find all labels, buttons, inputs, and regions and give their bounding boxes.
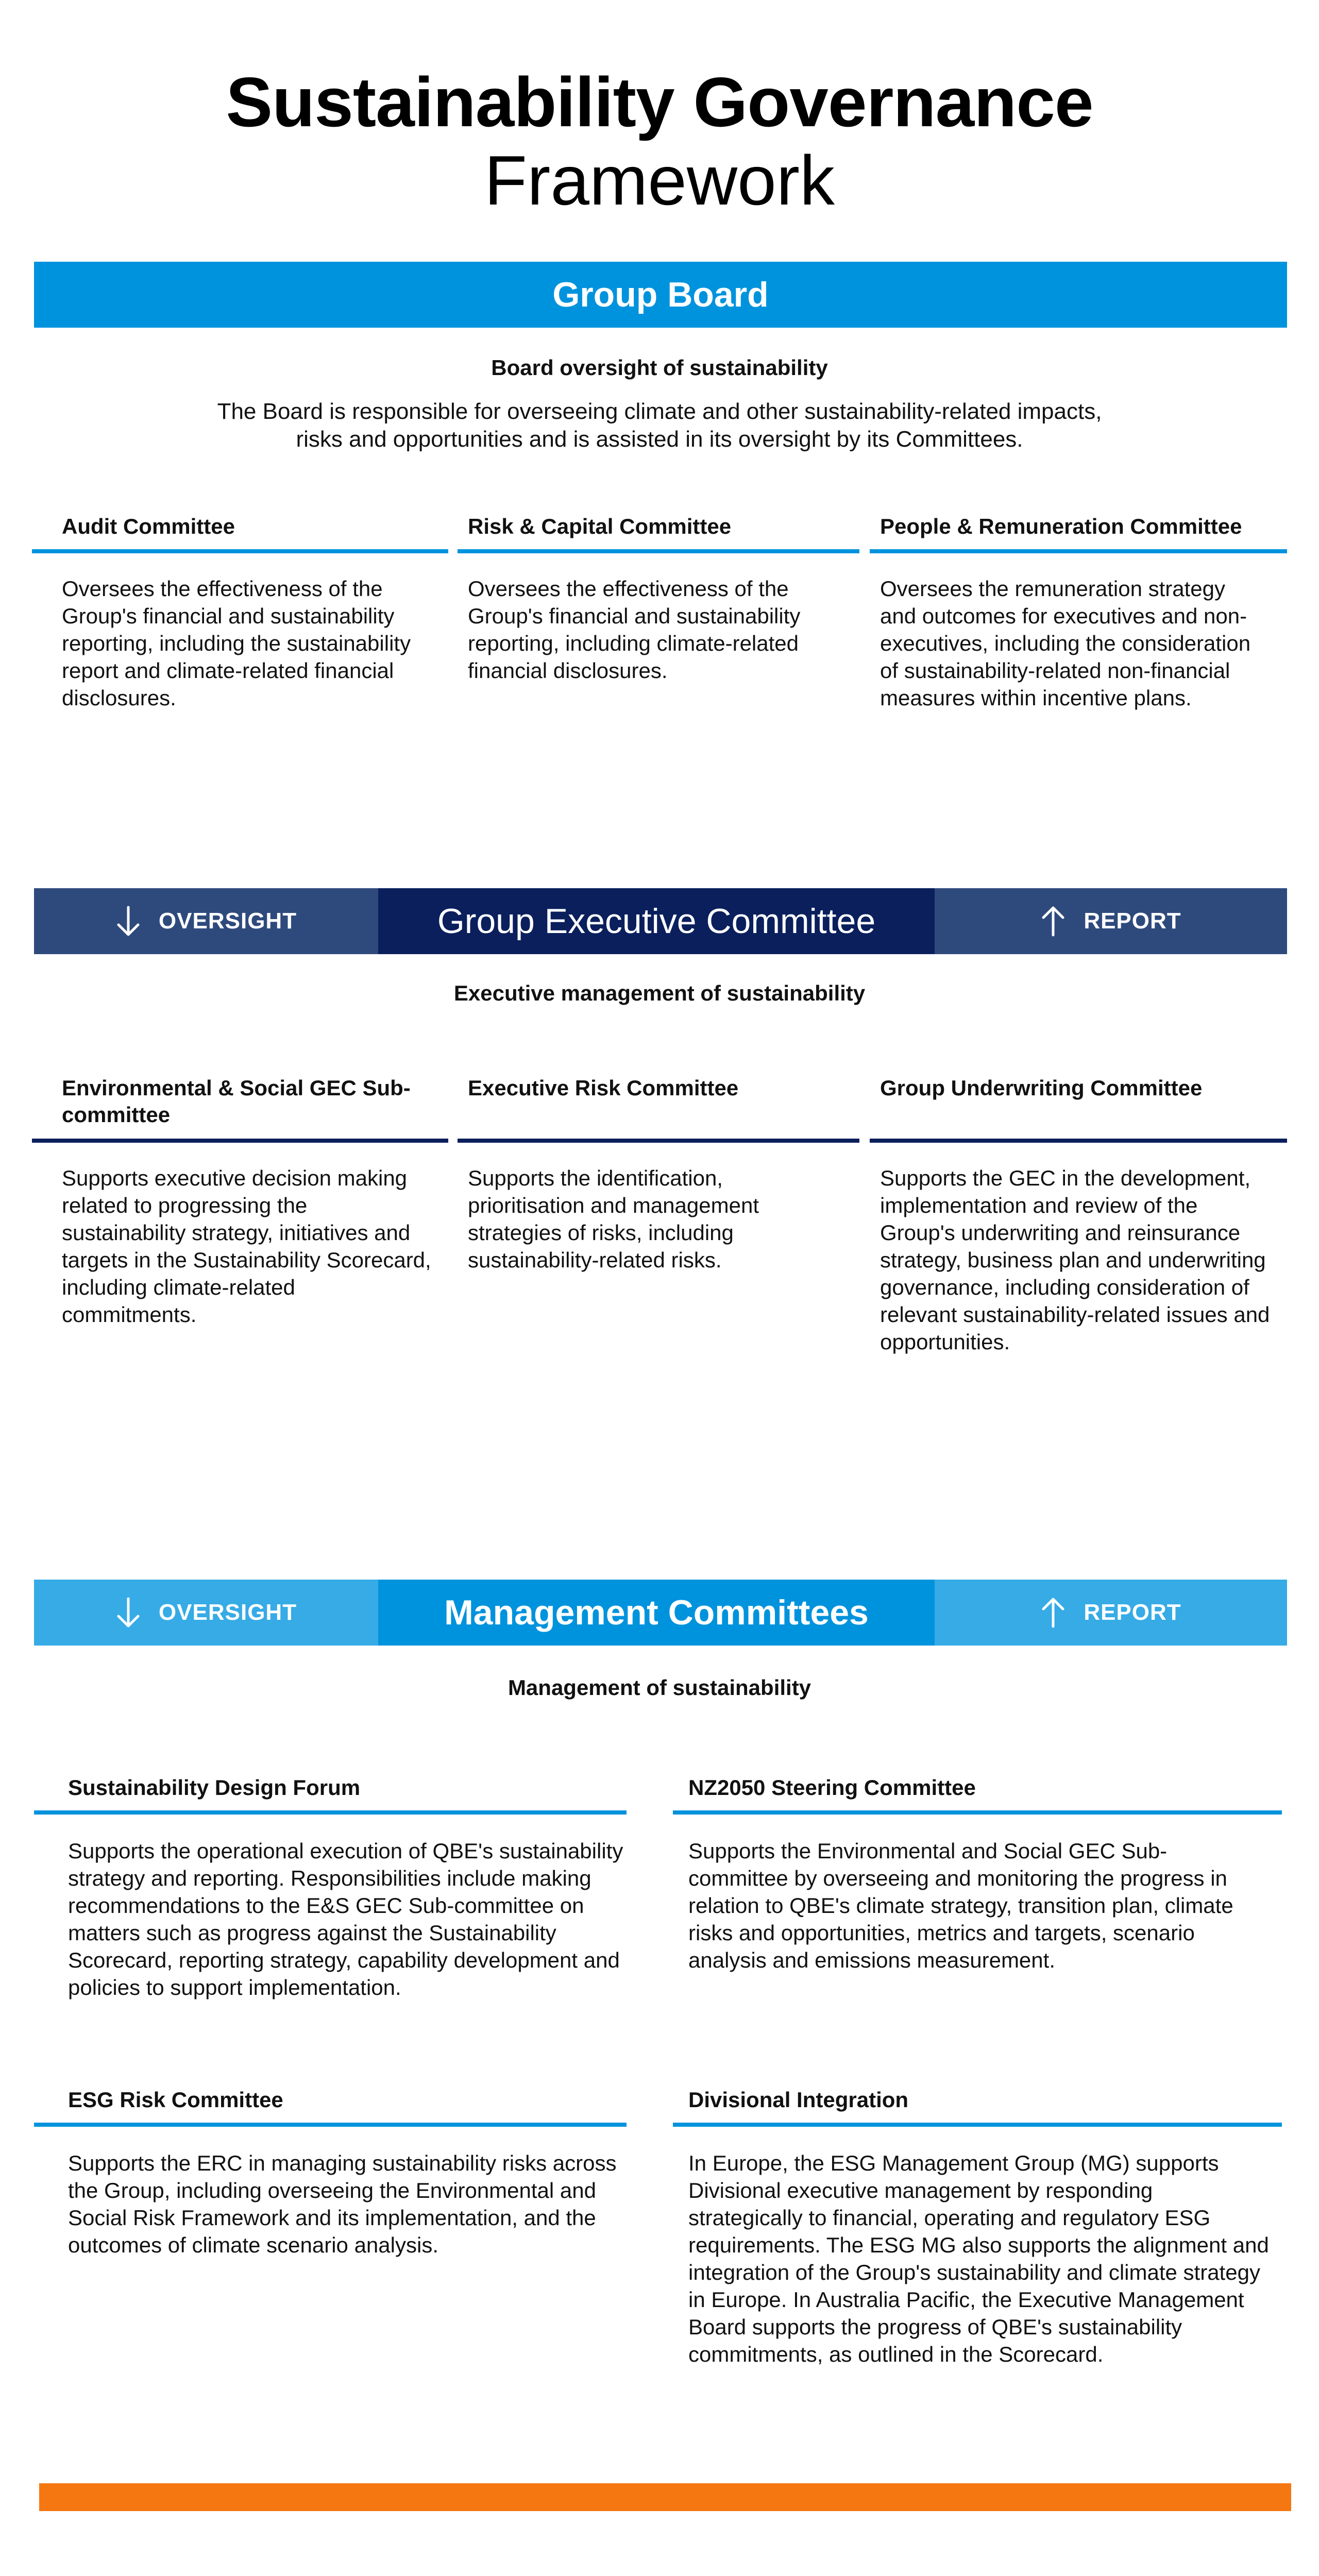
group-board-band: [34, 262, 1287, 328]
esg-risk-committee-body: Supports the ERC in managing sustainability risks across the Group, including overseeing the Environmental and Social Risk Framework and its implementation, and the outcomes of climate scenario analysis.: [68, 2151, 617, 2257]
divisional-integration-heading: Divisional Integration: [688, 2088, 909, 2112]
gec-oversight-segment: [34, 888, 378, 954]
nz2050-steering-committee-heading: NZ2050 Steering Committee: [688, 1775, 976, 1800]
gec-label: Group Executive Committee: [437, 902, 876, 941]
page-title: Sustainability Governance: [226, 63, 1093, 141]
executive-risk-committee-heading: Executive Risk Committee: [468, 1076, 739, 1100]
risk-capital-committee-rule: [458, 549, 859, 553]
mgmt-oversight-label: OVERSIGHT: [158, 1600, 297, 1625]
risk-capital-committee-body: Oversees the effectiveness of the Group's financial and sustainability reporting, including climate-related financial disclosures.: [468, 577, 801, 683]
mgmt-oversight-segment: [34, 1580, 378, 1646]
mgmt-label: Management Committees: [444, 1593, 869, 1632]
gec-center-segment: [378, 888, 935, 954]
esg-risk-committee-rule: [34, 2123, 627, 2127]
gec-subtitle: Executive management of sustainability: [453, 981, 866, 1005]
sustainability-design-forum-body: Supports the operational execution of QBE's sustainability strategy and reporting. Responsibilities include making recommendations to the E&S GEC Sub-committee on matters such as progress against the Sustainability Scorecard, reporting strategy, capability development and policies to support implementation.: [68, 1839, 623, 1999]
arrow-down-icon: [115, 1597, 141, 1629]
es-gec-subcommittee-heading: Environmental & Social GEC Sub-committee: [62, 1076, 411, 1127]
gec-report-segment: [935, 888, 1287, 954]
divisional-integration-body: In Europe, the ESG Management Group (MG) supports Divisional executive management by responding strategically to financial, operating and regulatory ESG requirements. The ESG MG also supports the alignment and integration of the Group's sustainability and climate strategy in Europe. In Australia Pacific, the Executive Management Board supports the progress of QBE's sustainability commitments, as outlined in the Scorecard.: [688, 2151, 1269, 2366]
risk-capital-committee-heading: Risk & Capital Committee: [468, 514, 732, 538]
mgmt-report-label: REPORT: [1084, 1600, 1181, 1625]
people-remuneration-committee-body: Oversees the remuneration strategy and outcomes for executives and non- executives, including the consideration of sustainability-related non-financial measures within incentive plans.: [880, 577, 1251, 710]
gec-oversight-label: OVERSIGHT: [158, 908, 297, 934]
group-underwriting-committee-rule: [870, 1139, 1287, 1143]
management-band: [34, 1580, 1287, 1646]
esg-risk-committee-heading: ESG Risk Committee: [68, 2088, 283, 2112]
es-gec-subcommittee-rule: [32, 1139, 448, 1143]
mgmt-center-segment: [378, 1580, 935, 1646]
mgmt-subtitle: Management of sustainability: [508, 1675, 811, 1700]
footer-accent-bar: [39, 2483, 1291, 2511]
mgmt-report-segment: [935, 1580, 1287, 1646]
sustainability-design-forum-rule: [34, 1810, 627, 1815]
nz2050-steering-committee-body: Supports the Environmental and Social GEC Sub-committee by overseeing and monitoring the progress in relation to QBE's climate strategy, transition plan, climate risks and opportunities, metrics and targets, scenario analysis and emissions measurement.: [688, 1839, 1233, 1972]
arrow-up-icon: [1040, 905, 1066, 937]
page-subtitle: Framework: [484, 141, 835, 219]
group-underwriting-committee-body: Supports the GEC in the development, implementation and review of the Group's underwriting and reinsurance strategy, business plan and underwriting governance, including consideration of relevant sustainability-related issues and opportunities.: [880, 1166, 1270, 1354]
group-underwriting-committee-heading: Group Underwriting Committee: [880, 1076, 1203, 1100]
people-remuneration-committee-heading: People & Remuneration Committee: [880, 514, 1242, 538]
arrow-up-icon: [1040, 1597, 1066, 1629]
board-description: The Board is responsible for overseeing climate and other sustainability-related impacts, risks and opportunities and is assisted in its oversight by its Committees.: [217, 399, 1102, 452]
gec-band: [34, 888, 1287, 954]
executive-risk-committee-rule: [458, 1139, 859, 1143]
gec-report-label: REPORT: [1084, 908, 1181, 934]
es-gec-subcommittee-body: Supports executive decision making related to progressing the sustainability strategy, initiatives and targets in the Sustainability Scorecard, including climate-related commitments.: [62, 1166, 431, 1327]
divisional-integration-rule: [673, 2123, 1282, 2127]
audit-committee-heading: Audit Committee: [62, 514, 235, 538]
group-board-label: Group Board: [552, 275, 769, 314]
audit-committee-rule: [32, 549, 448, 553]
board-subtitle: Board oversight of sustainability: [491, 355, 828, 380]
arrow-down-icon: [115, 905, 141, 937]
nz2050-steering-committee-rule: [673, 1810, 1282, 1815]
people-remuneration-committee-rule: [870, 549, 1287, 553]
sustainability-design-forum-heading: Sustainability Design Forum: [68, 1775, 361, 1800]
audit-committee-body: Oversees the effectiveness of the Group's financial and sustainability reporting, including the sustainability report and climate-related financial disclosures.: [62, 577, 411, 710]
executive-risk-committee-body: Supports the identification, prioritisation and management strategies of risks, including sustainability-related risks.: [468, 1166, 759, 1272]
